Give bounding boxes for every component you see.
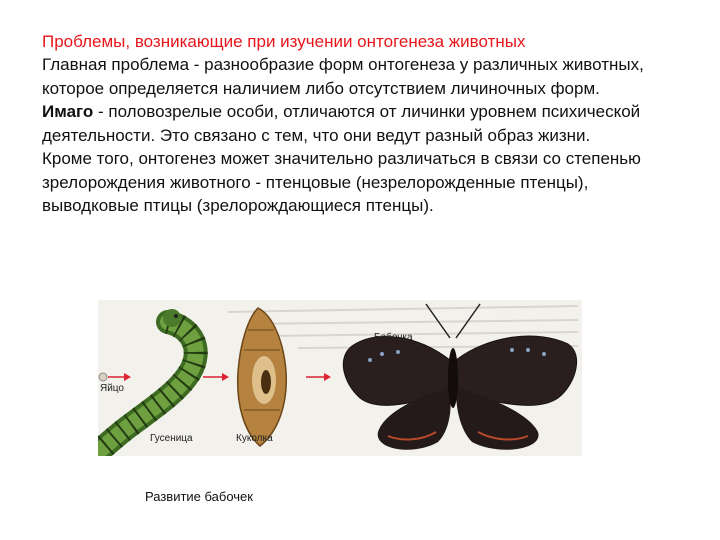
lifecycle-illustration <box>98 300 582 456</box>
butterfly-label: Бабочка <box>374 332 413 343</box>
pupa-label: Куколка <box>236 433 273 444</box>
slide-body <box>42 53 682 218</box>
slide-title: Проблемы, возникающие при изучении онтогенеза животных <box>42 32 526 51</box>
paragraph-main-problem: Главная проблема - разнообразие форм онтогенеза у различных животных, которое определяется наличием либо отсутствием личиночных форм. <box>42 55 644 98</box>
paragraph-imago <box>42 100 682 147</box>
figure-caption: Развитие бабочек <box>145 489 253 504</box>
caterpillar-label: Гусеница <box>150 433 193 444</box>
term-imago: Имаго <box>42 102 94 121</box>
butterfly-development-figure <box>98 300 582 456</box>
imago-description: - половозрелые особи, отличаются от личинки уровнем психической деятельности. Это связано с тем, что они ведут разный образ жизни. <box>42 102 641 145</box>
paragraph-maturity: Кроме того, онтогенез может значительно различаться в связи со степенью зрелорождения животного - птенцовые (незрелорожденные птенцы), выводковые птицы (зрелорождающиеся птенцы). <box>42 149 641 215</box>
egg-label: Яйцо <box>100 383 124 394</box>
